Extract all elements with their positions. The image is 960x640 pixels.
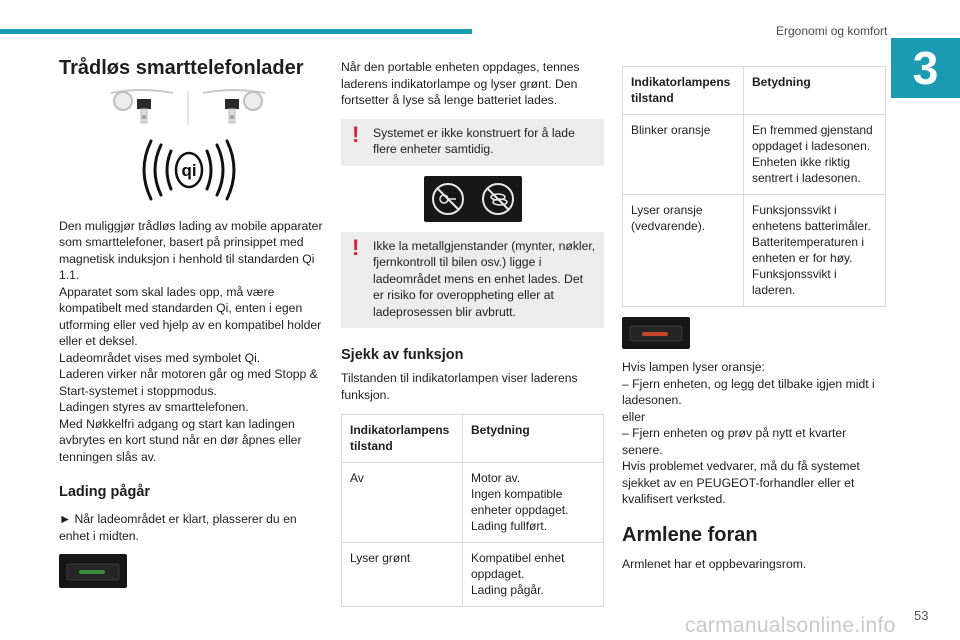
page-title: Trådløs smarttelefonlader [59,57,304,79]
car-interior-illustration [107,89,324,127]
indicator-table-1 [341,414,604,607]
column-1 [59,55,324,588]
table-header-row: Indikatorlampens tilstand Betydning [342,415,604,463]
column-3 [622,66,886,572]
orange-instructions: Hvis lampen lyser oransje: – Fjern enheten, og legg det tilbake igjen midt i ladesonen. eller – Fjern enheten og prøv på nytt et kvarter senere. Hvis problemet vedvarer, må du få systemet sjekket av en PEUGEOT-forhandler eller et kvalifisert verksted. [622,360,875,506]
subtitle-function-check: Sjekk av funksjon [341,347,464,363]
table-row: Lyser grønt Kompatibel enhet oppdaget. Lading pågår. [342,543,604,607]
watermark: carmanualsonline.info [685,614,896,637]
warning-box-single-device: ! Systemet er ikke konstruert for å lade flere enheter samtidig. [341,119,604,166]
table-row: Blinker oransje En fremmed gjenstand oppdaget i ladesonen. Enheten ikke riktig sentrert i ladesonen. [623,115,886,195]
orange-led-image [622,317,690,349]
divider [185,89,191,127]
table-header-row: Indikatorlampens tilstand Betydning [623,67,886,115]
no-metal-objects-image [424,176,522,222]
warning-icon: ! [352,234,360,260]
warning-box-metal-objects: ! Ikke la metallgjenstander (mynter, nøkler, fjernkontroll til bilen osv.) ligge i ladeområdet mens en enhet lades. Det er risiko for overoppheting eller at ladeprosessen blir avbrutt. [341,232,604,329]
svg-text:qi: qi [181,161,197,180]
steering-wheel-left-icon [107,89,175,127]
section-title: Ergonomi og komfort [776,24,888,38]
table-row: Lyser oransje (vedvarende). Funksjonssvikt i enhetens batterimåler. Batteritemperaturen i enheten er for høy. Funksjonssvikt i laderen. [623,195,886,307]
detection-text: Når den portable enheten oppdages, tennes laderens indikatorlampe og lyser grønt. Den fortsetter å lyse så lenge batteriet lades. [341,60,580,107]
warning-icon: ! [352,121,360,147]
page-number: 53 [914,608,929,623]
qi-icon [141,139,324,206]
green-led-image [59,554,127,588]
intro-text: Den muliggjør trådløs lading av mobile apparater som smarttelefoner, basert på prinsippet med magnetisk induksjon i henhold til standarden Qi 1.1. Apparatet som skal lades opp, må være kompatibelt med standarden Qi, enten i egen utforming eller ved hjelp av en kompatibel holder eller et deksel. Ladeområdet vises med symbolet Qi. Laderen virker når motoren går og med Stopp & Start-systemet i stoppmodus. Ladingen styres av smarttelefonen. Med Nøkkelfri adgang og start kan ladingen avbrytes en kort stund når en dør åpnes eller tenningen slås av. [59,218,323,464]
column-2 [341,59,604,607]
chapter-tab: 3 [891,38,960,98]
steering-wheel-right-icon [201,89,269,127]
header-accent-bar [0,29,472,34]
table-row: Av Motor av. Ingen kompatible enheter oppdaget. Lading fullført. [342,463,604,543]
step-text: ► Når ladeområdet er klart, plasserer du en enhet i midten. [59,512,297,543]
check-intro: Tilstanden til indikatorlampen viser laderens funksjon. [341,371,578,402]
subtitle-charging: Lading pågår [59,484,151,500]
armrest-title: Armlene foran [622,523,758,546]
indicator-table-2 [622,66,886,307]
armrest-text: Armlenet har et oppbevaringsrom. [622,556,807,571]
